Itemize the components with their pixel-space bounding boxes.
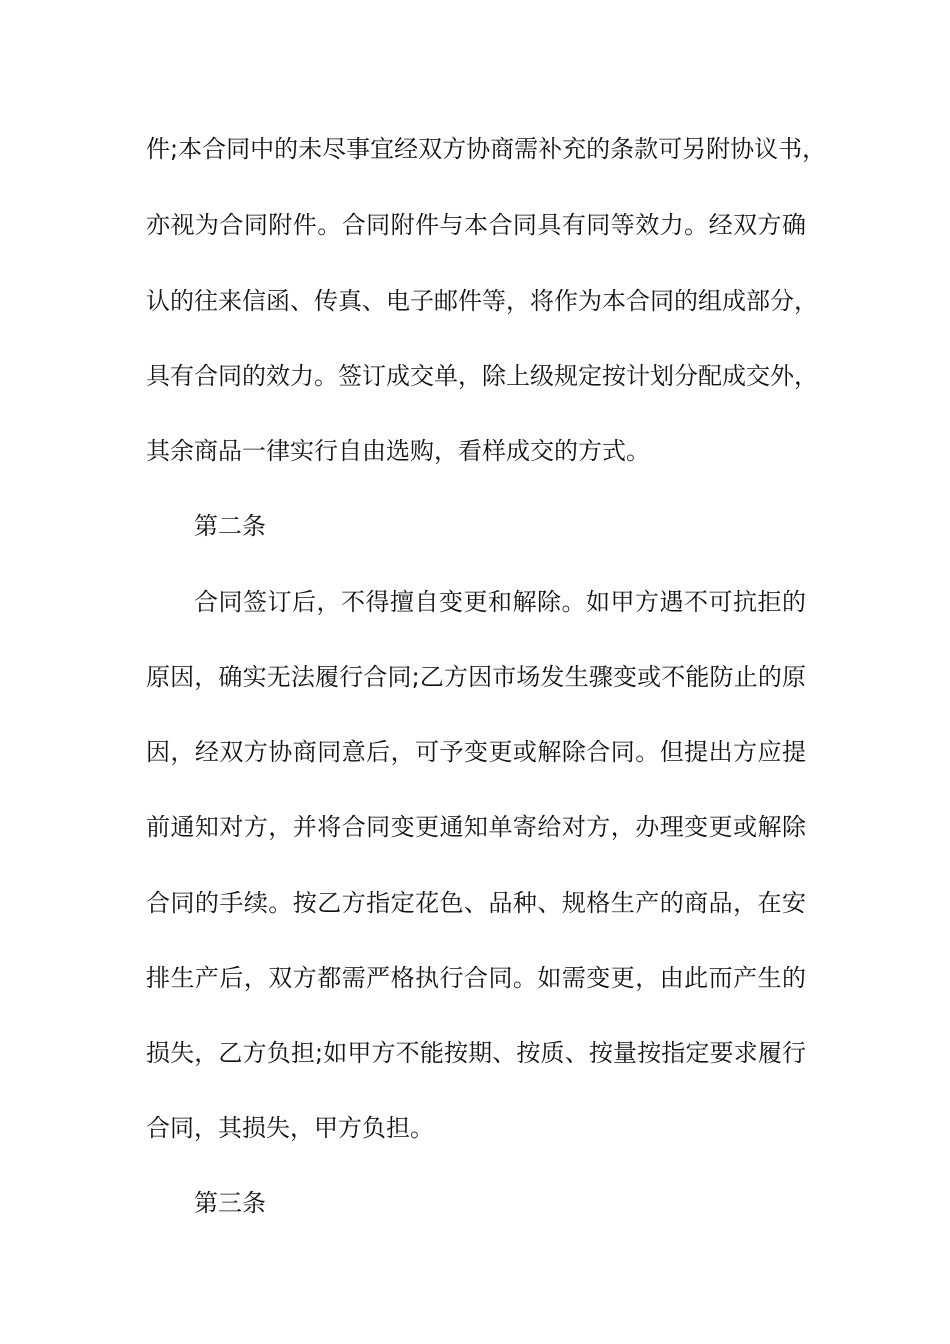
paragraph-2-line-3: 因，经双方协商同意后，可予变更或解除合同。但提出方应提 [146, 738, 806, 766]
paragraph-2-line-5: 合同的手续。按乙方指定花色、品种、规格生产的商品，在安 [146, 889, 806, 917]
article-3-heading: 第三条 [194, 1189, 266, 1217]
paragraph-1-line-3: 认的往来信函、传真、电子邮件等，将作为本合同的组成部分， [146, 287, 818, 315]
paragraph-1-line-5: 其余商品一律实行自由选购，看样成交的方式。 [146, 437, 650, 465]
paragraph-2-line-6: 排生产后，双方都需严格执行合同。如需变更，由此而产生的 [146, 964, 806, 992]
paragraph-2-line-7: 损失，乙方负担;如甲方不能按期、按质、按量按指定要求履行 [146, 1039, 806, 1067]
paragraph-2-line-1: 合同签订后，不得擅自变更和解除。如甲方遇不可抗拒的 [194, 588, 806, 616]
paragraph-2-line-8: 合同，其损失，甲方负担。 [146, 1114, 434, 1142]
paragraph-2-line-4: 前通知对方，并将合同变更通知单寄给对方，办理变更或解除 [146, 813, 806, 841]
paragraph-1-line-4: 具有合同的效力。签订成交单，除上级规定按计划分配成交外， [146, 362, 818, 390]
paragraph-1-line-1: 件;本合同中的未尽事宜经双方协商需补充的条款可另附协议书， [146, 135, 827, 163]
paragraph-1-line-2: 亦视为合同附件。合同附件与本合同具有同等效力。经双方确 [146, 211, 806, 239]
paragraph-2-line-2: 原因，确实无法履行合同;乙方因市场发生骤变或不能防止的原 [146, 663, 806, 691]
article-2-heading: 第二条 [194, 512, 266, 540]
